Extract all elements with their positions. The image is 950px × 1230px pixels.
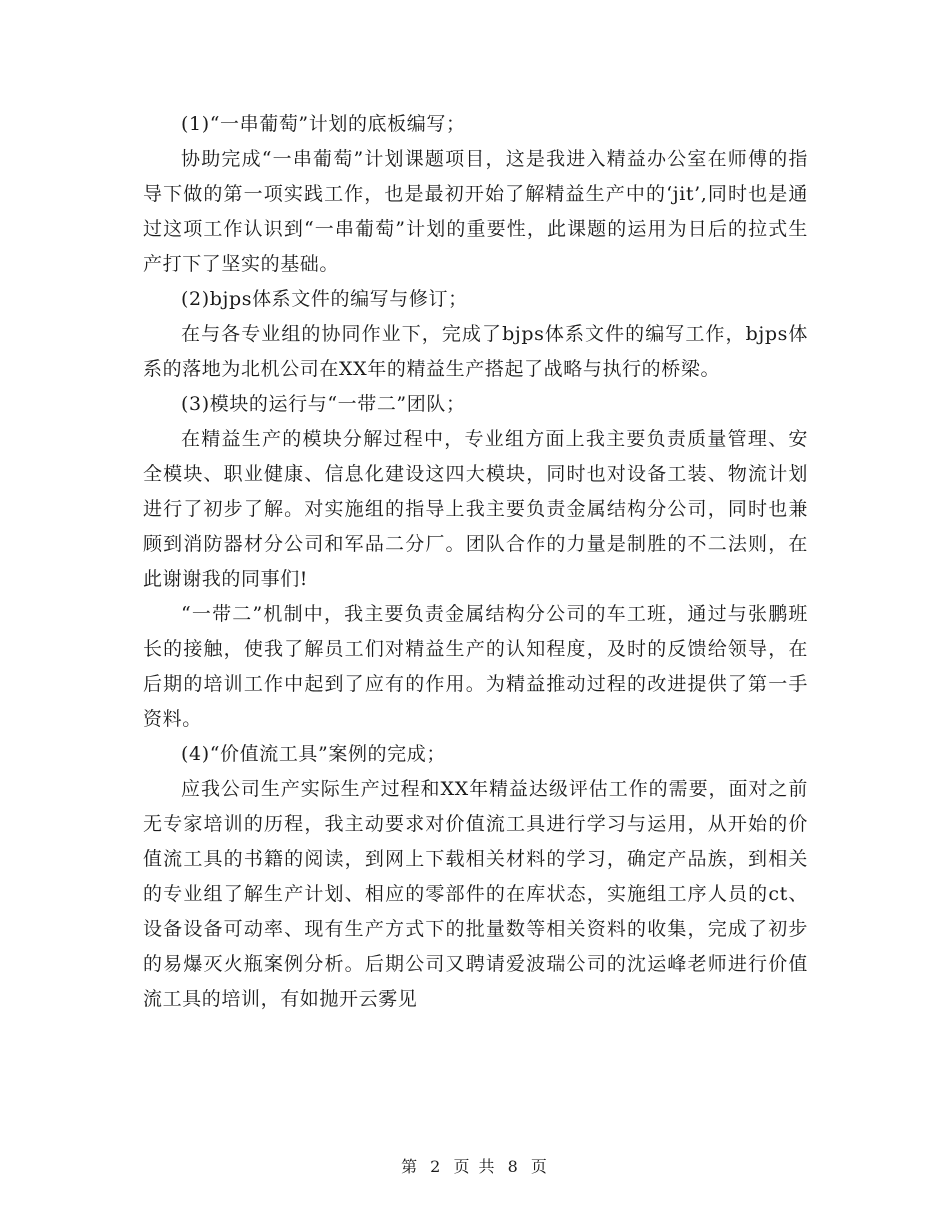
document-body: [143, 107, 808, 1017]
section-heading-4: (4)“价值流工具”案例的完成；: [181, 743, 446, 765]
section-body-4: 应我公司生产实际生产过程和XX年精益达级评估工作的需要，面对之前无专家培训的历程，我主动要求对价值流工具进行学习与运用，从开始的价值流工具的书籍的阅读，到网上下载相关材料的学习，确定产品族，到相关的专业组了解生产计划、相应的零部件的在库状态，实施组工序人员的ct、设备设备可动率、现有生产方式下的批量数等相关资料的收集，完成了初步的易爆灭火瓶案例分析。后期公司又聘请爱波瑞公司的沈运峰老师进行价值流工具的培训，有如抛开云雾见: [143, 778, 808, 1010]
footer-middle: 页 共: [453, 1157, 497, 1176]
section-heading-2: (2)bjps体系文件的编写与修订；: [181, 288, 468, 310]
footer-suffix: 页: [530, 1157, 549, 1176]
section-heading-3: (3)模块的运行与“一带二”团队；: [181, 393, 466, 415]
section-body-1: 协助完成“一串葡萄”计划课题项目，这是我进入精益办公室在师傅的指导下做的第一项实践工作，也是最初开始了解精益生产中的‘jit’,同时也是通过这项工作认识到“一串葡萄”计划的重要性，此课题的运用为日后的拉式生产打下了坚实的基础。: [143, 148, 808, 275]
section-body-2: 在与各专业组的协同作业下，完成了bjps体系文件的编写工作，bjps体系的落地为北机公司在XX年的精益生产搭起了战略与执行的桥梁。: [143, 323, 808, 380]
section-body-3a: 在精益生产的模块分解过程中，专业组方面上我主要负责质量管理、安全模块、职业健康、信息化建设这四大模块，同时也对设备工装、物流计划进行了初步了解。对实施组的指导上我主要负责金属结构分公司，同时也兼顾到消防器材分公司和军品二分厂。团队合作的力量是制胜的不二法则，在此谢谢我的同事们!: [143, 428, 808, 590]
footer-total-pages: 8: [507, 1157, 520, 1176]
footer-page-number: 2: [430, 1157, 443, 1176]
section-body-3b: “一带二”机制中，我主要负责金属结构分公司的车工班，通过与张鹏班长的接触，使我了解员工们对精益生产的认知程度，及时的反馈给领导，在后期的培训工作中起到了应有的作用。为精益推动过程的改进提供了第一手资料。: [143, 603, 808, 730]
footer-prefix: 第: [401, 1157, 420, 1176]
page-footer: [0, 1157, 950, 1177]
section-heading-1: (1)“一串葡萄”计划的底板编写；: [181, 113, 466, 135]
